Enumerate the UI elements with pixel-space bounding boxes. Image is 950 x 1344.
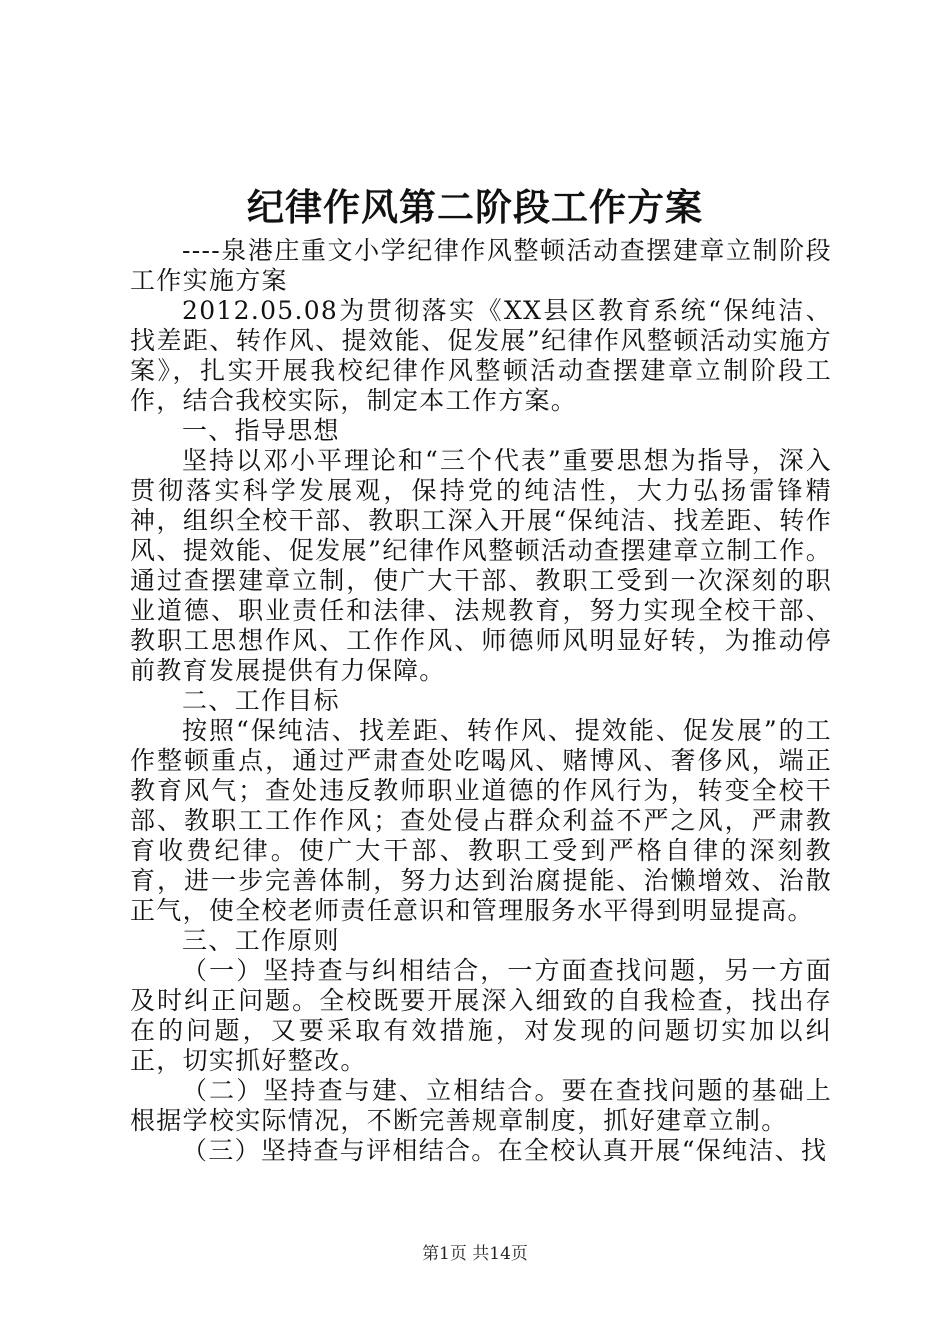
document-title: 纪律作风第二阶段工作方案 (247, 185, 703, 229)
document-body (130, 236, 832, 1166)
page-footer: 第1页 共14页 (422, 1244, 528, 1264)
principle-2-paragraph: （二）坚持查与建、立相结合。要在查找问题的基础上根据学校实际情况，不断完善规章制度，抓好建章立制。 (130, 1076, 832, 1135)
principle-1-paragraph: （一）坚持查与纠相结合，一方面查找问题，另一方面及时纠正问题。全校既要开展深入细致的自我检查，找出存在的问题，又要采取有效措施，对发现的问题切实加以纠正，切实抓好整改。 (130, 956, 832, 1075)
section-heading-work-principles: 三、工作原则 (182, 926, 340, 955)
section-heading-guiding-ideology: 一、指导思想 (182, 416, 340, 445)
subtitle-paragraph: ----泉港庄重文小学纪律作风整顿活动查摆建章立制阶段工作实施方案 (130, 236, 832, 295)
principle-3-paragraph: （三）坚持查与评相结合。在全校认真开展“保纯洁、找 (182, 1136, 828, 1165)
guiding-ideology-paragraph: 坚持以邓小平理论和“三个代表”重要思想为指导，深入贯彻落实科学发展观，保持党的纯洁性，大力弘扬雷锋精神，组织全校干部、教职工深入开展“保纯洁、找差距、转作风、提效能、促发展”纪律作风整顿活动查摆建章立制工作。通过查摆建章立制，使广大干部、教职工受到一次深刻的职业道德、职业责任和法律、法规教育，努力实现全校干部、教职工思想作风、工作作风、师德师风明显好转，为推动停前教育发展提供有力保障。 (130, 446, 832, 685)
section-heading-work-goals: 二、工作目标 (182, 686, 340, 715)
intro-paragraph: 2012.05.08为贯彻落实《XX县区教育系统“保纯洁、找差距、转作风、提效能、促发展”纪律作风整顿活动实施方案》，扎实开展我校纪律作风整顿活动查摆建章立制阶段工作，结合我校实际，制定本工作方案。 (130, 296, 832, 415)
work-goals-paragraph: 按照“保纯洁、找差距、转作风、提效能、促发展”的工作整顿重点，通过严肃查处吃喝风、赌博风、奢侈风，端正教育风气；查处违反教师职业道德的作风行为，转变全校干部、教职工工作作风；查处侵占群众利益不严之风，严肃教育收费纪律。使广大干部、教职工受到严格自律的深刻教育，进一步完善体制，努力达到治腐提能、治懒增效、治散正气，使全校老师责任意识和管理服务水平得到明显提高。 (130, 716, 832, 925)
